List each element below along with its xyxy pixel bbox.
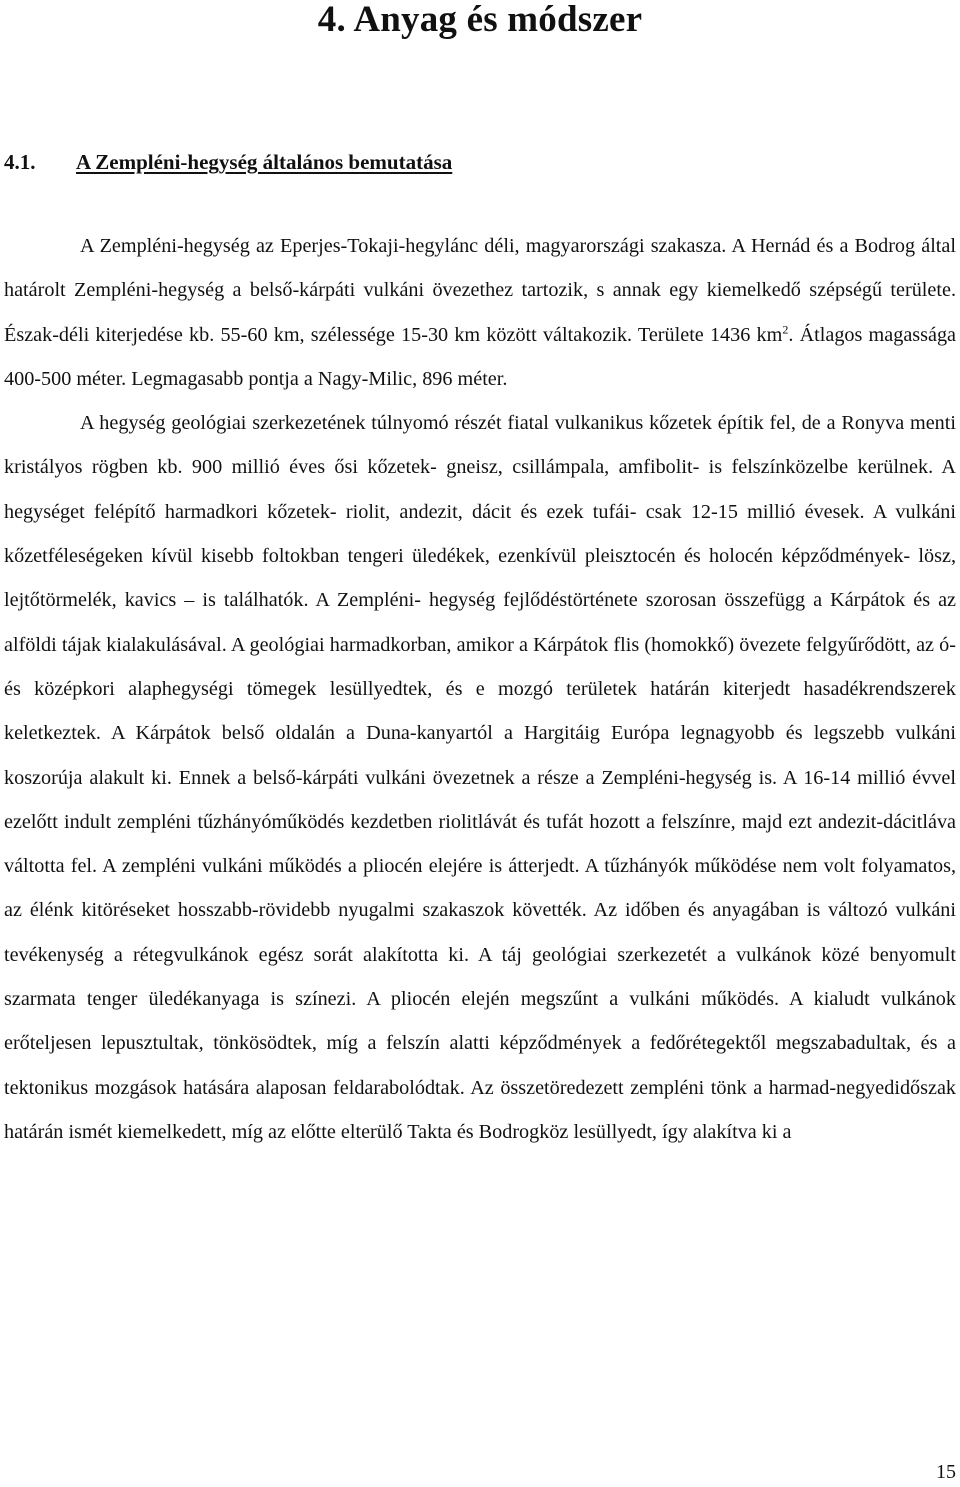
section-heading <box>4 148 452 176</box>
paragraph-1 <box>4 224 956 401</box>
paragraph-1-part1: A Zempléni-hegység az Eperjes-Tokaji-hegylánc déli, magyarországi szakasza. A Hernád és a Bodrog által határolt Zempléni-hegység a belső-kárpáti vulkáni övezethez tartozik, s annak egy kiemelkedő szépségű területe. Észak-déli kiterjedése kb. 55-60 km, szélessége 15-30 km között váltakozik. Területe 1436 km <box>4 235 956 346</box>
page-number: 15 <box>936 1461 956 1483</box>
paragraph-2: A hegység geológiai szerkezetének túlnyomó részét fiatal vulkanikus kőzetek építik fel, de a Ronyva menti kristályos rögben kb. 900 millió éves ősi kőzetek- gneisz, csillámpala, amfibolit- is felszínközelbe kerülnek. A hegységet felépítő harmadkori kőzetek- riolit, andezit, dácit és ezek tufái- csak 12-15 millió évesek. A vulkáni kőzetféleségeken kívül kisebb foltokban tengeri üledékek, ezenkívül pleisztocén és holocén képződmények- lösz, lejtőtörmelék, kavics – is találhatók. A Zempléni- hegység fejlődéstörténete szorosan összefügg a Kárpátok és az alföldi tájak kialakulásával. A geológiai harmadkorban, amikor a Kárpátok flis (homokkő) övezete felgyűrődött, az ó- és középkori alaphegységi tömegek lesüllyedtek, és e mozgó területek határán kiterjedt hasadékrendszerek keletkeztek. A Kárpátok belső oldalán a Duna-kanyartól a Hargitáig Európa legnagyobb és legszebb vulkáni koszorúja alakult ki. Ennek a belső-kárpáti vulkáni övezetnek a része a Zempléni-hegység is. A 16-14 millió évvel ezelőtt indult zempléni tűzhányóműködés kezdetben riolitlávát és tufát hozott a felszínre, majd ezt andezit-dácitláva váltotta fel. A zempléni vulkáni működés a pliocén elejére is átterjedt. A tűzhányók működése nem volt folyamatos, az élénk kitöréseket hosszabb-rövidebb nyugalmi szakaszok követték. Az időben és anyagában is változó vulkáni tevékenység a rétegvulkánok egész sorát alakította ki. A táj geológiai szerkezetét a vulkánok közé benyomult szarmata tenger üledékanyaga is színezi. A pliocén elején megszűnt a vulkáni működés. A kialudt vulkánok erőteljesen lepusztultak, tönkösödtek, míg a felszín alatti képződmények a fedőrétegektől megszabadultak, és a tektonikus mozgások hatására alaposan feldarabolódtak. Az összetöredezett zempléni tönk a harmad-negyedidőszak határán ismét kiemelkedett, míg az előtte elterülő Takta és Bodrogköz lesüllyedt, így alakítva ki a <box>4 412 956 1143</box>
chapter-title: 4. Anyag és módszer <box>317 0 643 40</box>
area-superscript: 2 <box>782 321 789 336</box>
body-text <box>4 224 956 1154</box>
section-number: 4.1. <box>4 150 36 174</box>
paragraph-1-part2: . Átlagos magassága 400-500 méter. Legmagasabb pontja a Nagy-Milic, 896 méter. <box>4 323 957 390</box>
section-title: A Zempléni-hegység általános bemutatása <box>76 150 453 174</box>
